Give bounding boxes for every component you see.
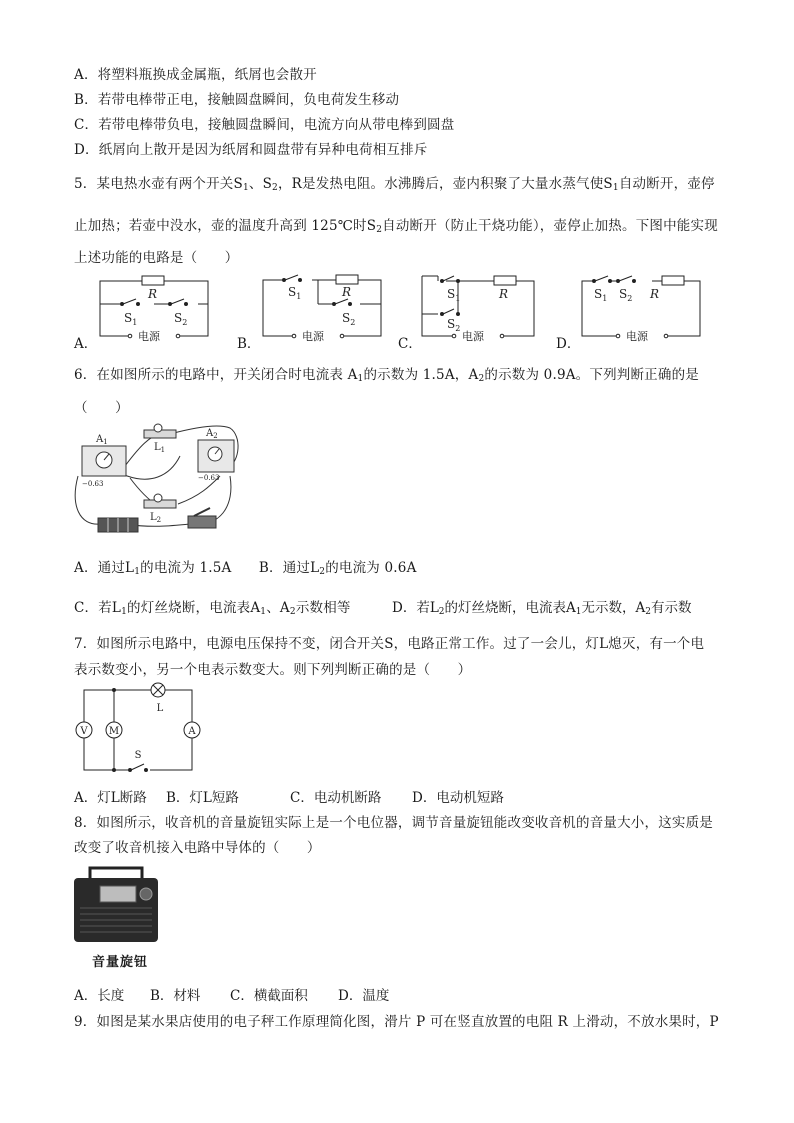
q5b-s1-label: $S_1$ [288, 285, 302, 301]
q5a-s1-label: $S_1$ [124, 311, 138, 327]
q5-circuit-figures [70, 268, 720, 350]
q7-option-d: D．电动机短路 [412, 790, 504, 806]
q7-option-a: A．灯L断路 [74, 790, 147, 806]
q7-switch-label: S [134, 750, 142, 761]
q7-circuit-diagram [72, 678, 206, 778]
q8-stem-line1: 8．如图所示，收音机的音量旋钮实际上是一个电位器，调节音量旋钮能改变收音机的音量大小，这实质是 [74, 815, 713, 831]
q8-option-d: D．温度 [338, 988, 390, 1004]
q9-stem-line1: 9．如图是某水果店使用的电子秤工作原理简化图，滑片 P 可在竖直放置的电阻 R 上滑动，不放水果时，P [74, 1014, 719, 1030]
q6-stem-line1: 6．在如图所示的电路中，开关闭合时电流表 $A_1$的示数为 1.5A，$A_2$的示数为 0.9A。下列判断正确的是 [74, 367, 699, 384]
q4-option-b: B．若带电棒带正电，接触圆盘瞬间，负电荷发生移动 [74, 92, 400, 108]
q4-option-d: D．纸屑向上散开是因为纸屑和圆盘带有异种电荷相互排斥 [74, 142, 428, 158]
q5a-s2-label: $S_2$ [174, 311, 188, 327]
q8-option-a: A．长度 [74, 988, 125, 1004]
q5d-power-label: 电源 [626, 330, 648, 343]
q6-fig-a2-terminals: −0.63 [198, 474, 220, 482]
q7-voltmeter-label: V [80, 726, 88, 737]
q8-radio-caption: 音量旋钮 [92, 955, 149, 970]
q5-option-d-label: D． [556, 336, 581, 352]
q5c-power-label: 电源 [462, 330, 484, 343]
q6-fig-l1-label: $L_1$ [154, 442, 166, 454]
q7-motor-label: M [108, 726, 120, 737]
q6-circuit-photo [70, 416, 245, 544]
q6-option-d: D．若$L_2$的灯丝烧断，电流表$A_1$无示数，$A_2$有示数 [392, 600, 692, 617]
q7-stem-line2: 表示数变小，另一个电表示数变大。则下列判断正确的是（ ） [74, 662, 472, 678]
q8-option-b: B．材料 [150, 988, 201, 1004]
q5d-s1-label: $S_1$ [594, 287, 608, 303]
q5-stem-line2: 止加热；若壶中没水，壶的温度升高到 125℃时$S_2$自动断开（防止干烧功能），壶停止加热。下图中能实现 [74, 218, 718, 235]
q5c-r-label: R [499, 287, 509, 301]
q5a-r-label: R [148, 287, 158, 301]
q5c-s1-label: $S_1$ [447, 287, 461, 303]
q6-fig-a2-label: $A_2$ [206, 428, 218, 440]
q5d-r-label: R [650, 287, 660, 301]
q7-option-b: B．灯L短路 [166, 790, 239, 806]
q5-option-a-label: A． [74, 336, 98, 352]
q7-option-c: C．电动机断路 [290, 790, 382, 806]
q5-option-b-label: B． [237, 336, 261, 352]
q8-option-c: C．横截面积 [230, 988, 308, 1004]
q7-ammeter-label: A [188, 726, 196, 737]
q5b-power-label: 电源 [302, 330, 324, 343]
q6-fig-l2-label: $L_2$ [150, 512, 162, 524]
q4-option-c: C．若带电棒带负电，接触圆盘瞬间，电流方向从带电棒到圆盘 [74, 117, 455, 133]
q6-option-c: C．若$L_1$的灯丝烧断，电流表$A_1$、$A_2$示数相等 [74, 600, 351, 617]
q5d-s2-label: $S_2$ [619, 287, 633, 303]
q5-stem-line3: 上述功能的电路是（ ） [74, 250, 239, 266]
q8-radio-photo [72, 864, 162, 946]
q7-lamp-label: L [156, 703, 164, 714]
q7-stem-line1: 7．如图所示电路中，电源电压保持不变，闭合开关S，电路正常工作。过了一会儿，灯L熄灭，有一个电 [74, 636, 705, 652]
q6-stem-line2: （ ） [74, 400, 129, 416]
q8-stem-line2: 改变了收音机接入电路中导体的（ ） [74, 840, 321, 856]
q6-fig-a1-terminals: −0.63 [82, 480, 104, 488]
q5a-power-label: 电源 [138, 330, 160, 343]
q5c-s2-label: $S_2$ [447, 317, 461, 333]
q5b-r-label: R [342, 285, 352, 299]
q5b-s2-label: $S_2$ [342, 311, 356, 327]
q6-fig-a1-label: $A_1$ [96, 434, 108, 446]
q4-option-a: A．将塑料瓶换成金属瓶，纸屑也会散开 [74, 67, 317, 83]
q6-options-ab: A．通过$L_1$的电流为 1.5A B．通过$L_2$的电流为 0.6A [74, 560, 417, 577]
q5-option-c-label: C． [398, 336, 422, 352]
q5-stem-line1: 5．某电热水壶有两个开关$S_1$、$S_2$，R是发热电阻。水沸腾后，壶内积聚了大量水蒸气使$S_1$自动断开，壶停 [74, 176, 715, 193]
